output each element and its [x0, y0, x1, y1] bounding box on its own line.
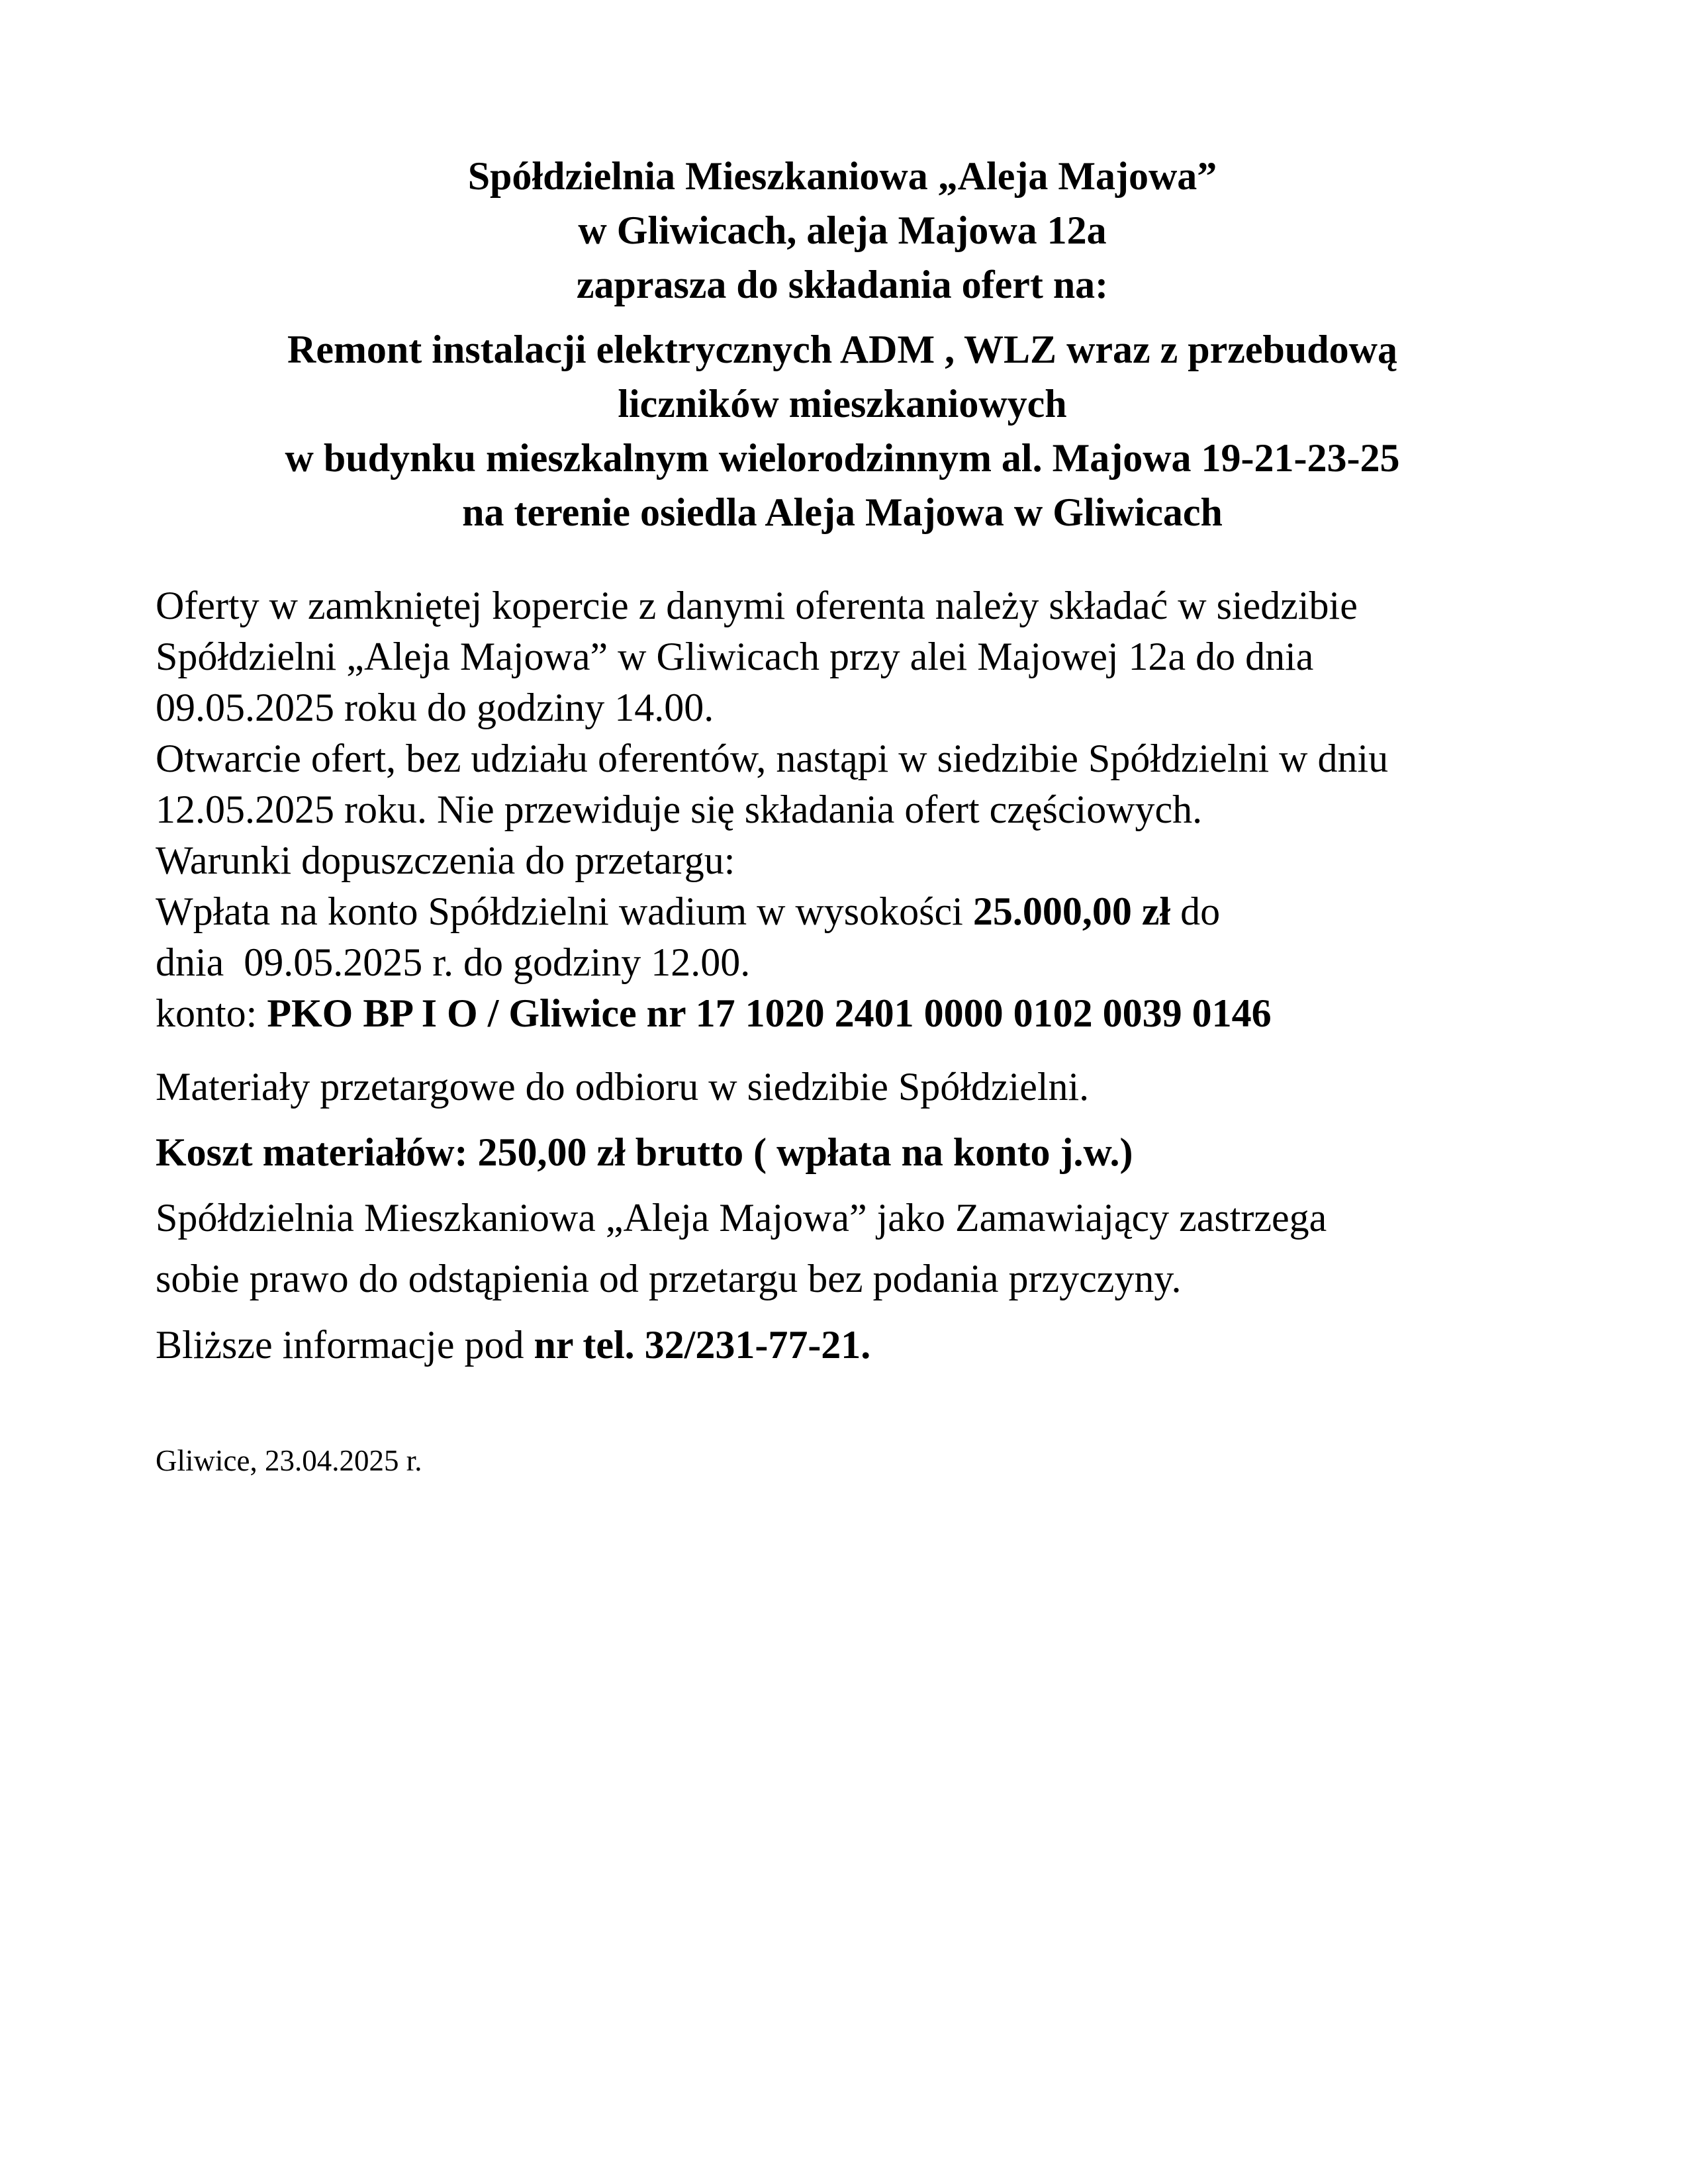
- text-line: [156, 988, 1529, 1039]
- text-line: [156, 1062, 1529, 1113]
- text-segment: konto:: [156, 991, 267, 1035]
- contact-paragraph: [156, 1320, 1529, 1371]
- cost-paragraph: [156, 1127, 1529, 1178]
- text-segment: Oferty w zamkniętej kopercie z danymi oferenta należy składać w siedzibie: [156, 584, 1358, 627]
- text-line: [156, 1248, 1529, 1309]
- emphasized-text: Koszt materiałów: 250,00 zł brutto ( wpłata na konto j.w.): [156, 1130, 1133, 1174]
- tender-notice: [156, 149, 1529, 1479]
- emphasized-text: nr tel. 32/231-77-21.: [534, 1323, 871, 1367]
- text-line: [156, 580, 1529, 631]
- offers-paragraph: [156, 580, 1529, 1039]
- text-line: [156, 835, 1529, 886]
- text-segment: w Gliwicach, aleja Majowa 12a: [578, 208, 1107, 252]
- text-segment: dnia 09.05.2025 r. do godziny 12.00.: [156, 940, 751, 984]
- materials-paragraph: [156, 1062, 1529, 1113]
- text-segment: 09.05.2025 roku do godziny 14.00.: [156, 686, 714, 729]
- text-segment: 12.05.2025 roku. Nie przewiduje się składania ofert częściowych.: [156, 788, 1203, 831]
- emphasized-text: 25.000,00 zł: [972, 889, 1171, 933]
- emphasized-text: PKO BP I O / Gliwice nr 17 1020 2401 0000 0102 0039 0146: [267, 991, 1272, 1035]
- text-segment: Wpłata na konto Spółdzielni wadium w wysokości: [156, 889, 973, 933]
- text-segment: Remont instalacji elektrycznych ADM , WLZ wraz z przebudową: [287, 328, 1397, 371]
- text-line: [156, 784, 1529, 835]
- tender-subject: [156, 322, 1529, 539]
- text-line: [156, 322, 1529, 377]
- text-line: [156, 682, 1529, 733]
- text-line: [156, 1187, 1529, 1248]
- text-segment: zaprasza do składania ofert na:: [576, 263, 1109, 306]
- text-segment: do: [1170, 889, 1221, 933]
- text-line: [156, 377, 1529, 431]
- text-segment: Warunki dopuszczenia do przetargu:: [156, 839, 735, 882]
- org-header: [156, 149, 1529, 312]
- text-line: [156, 733, 1529, 784]
- text-segment: liczników mieszkaniowych: [618, 382, 1067, 426]
- text-segment: Bliższe informacje pod: [156, 1323, 534, 1367]
- text-line: [156, 203, 1529, 257]
- text-segment: na terenie osiedla Aleja Majowa w Gliwicach: [462, 490, 1223, 534]
- text-segment: w budynku mieszkalnym wielorodzinnym al. Majowa 19-21-23-25: [285, 436, 1400, 480]
- text-line: [156, 485, 1529, 539]
- text-line: [156, 937, 1529, 988]
- text-line: [156, 149, 1529, 203]
- text-segment: Materiały przetargowe do odbioru w siedzibie Spółdzielni.: [156, 1065, 1090, 1109]
- text-line: [156, 1127, 1529, 1178]
- text-segment: Spółdzielni „Aleja Majowa” w Gliwicach przy alei Majowej 12a do dnia: [156, 635, 1314, 678]
- text-segment: sobie prawo do odstąpienia od przetargu bez podania przyczyny.: [156, 1257, 1182, 1300]
- withdrawal-paragraph: [156, 1187, 1529, 1309]
- text-line: [156, 1320, 1529, 1371]
- text-segment: Spółdzielnia Mieszkaniowa „Aleja Majowa” jako Zamawiający zastrzega: [156, 1196, 1327, 1240]
- text-line: [156, 257, 1529, 312]
- text-segment: Spółdzielnia Mieszkaniowa „Aleja Majowa”: [467, 154, 1217, 198]
- text-line: [156, 431, 1529, 485]
- text-segment: Otwarcie ofert, bez udziału oferentów, nastąpi w siedzibie Spółdzielni w dniu: [156, 737, 1389, 780]
- text-line: [156, 886, 1529, 937]
- text-line: [156, 631, 1529, 682]
- date-location-line: Gliwice, 23.04.2025 r.: [156, 1444, 422, 1477]
